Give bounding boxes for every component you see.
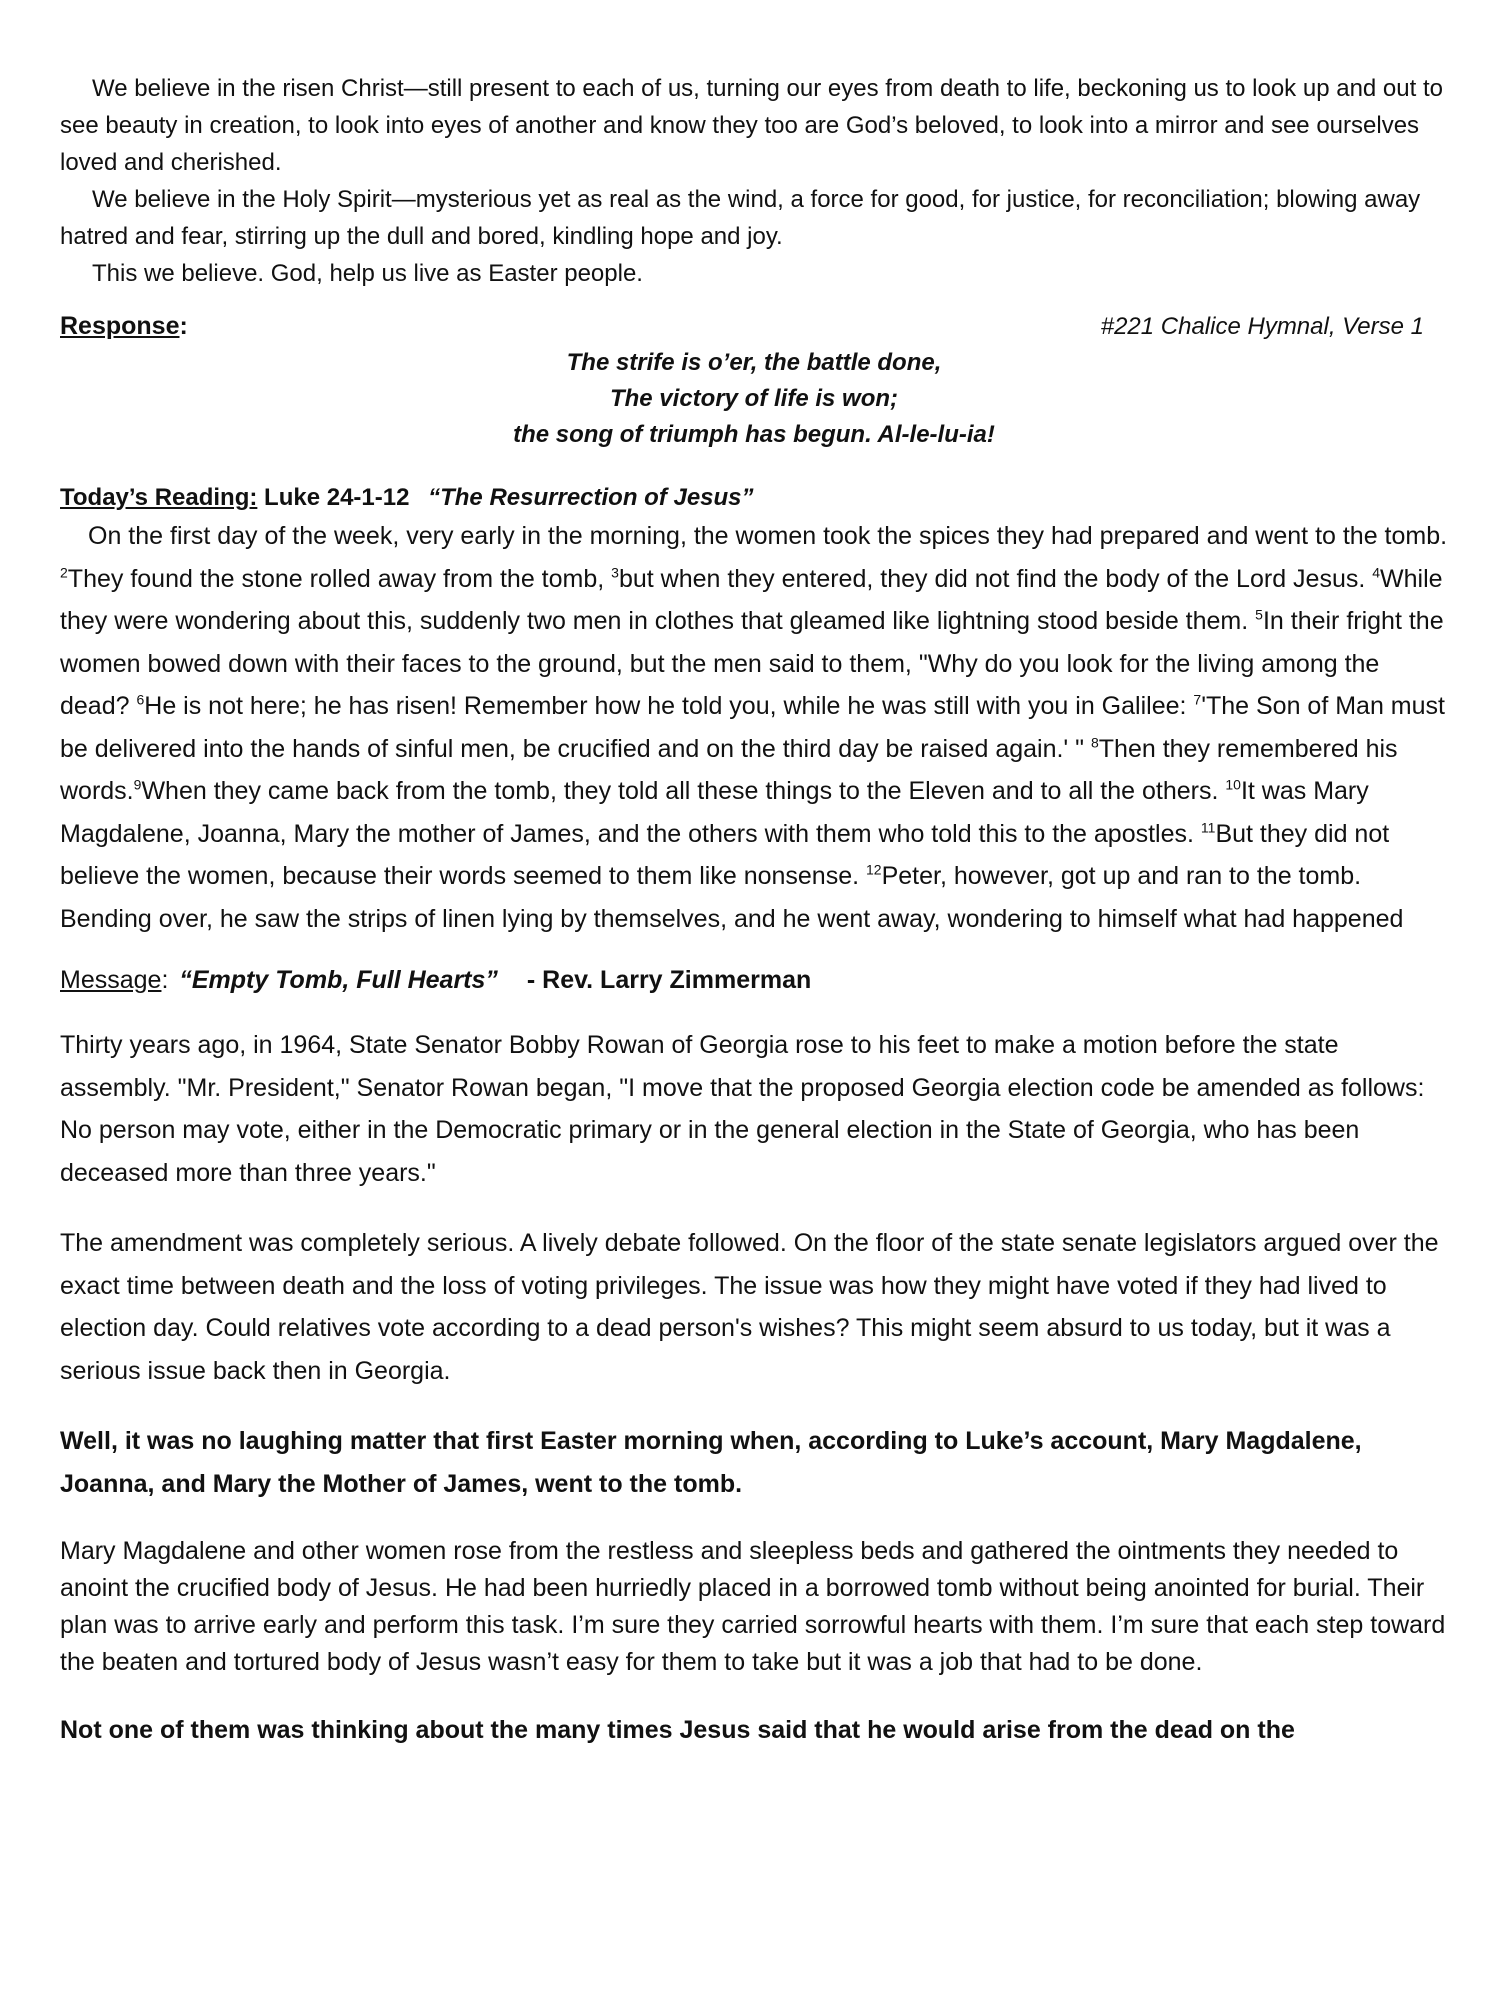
message-paragraph: Thirty years ago, in 1964, State Senator Bobby Rowan of Georgia rose to his feet to make a motion before the state assembly. "Mr. President," Senator Rowan began, "I move that the proposed Georgia election code be amended as follows: No person may vote, either in the Democratic primary or in the general election in the State of Georgia, who has been deceased more than three years." [60,1031,1425,1187]
verse-number: 12 [866,861,882,878]
verse-number: 7 [1193,691,1202,708]
hymn-line: The strife is o’er, the battle done, [566,349,942,376]
message-paragraph: The amendment was completely serious. A lively debate followed. On the floor of the state senate legislators argued over the exact time between death and the loss of voting privileges. The issue was how they might have voted if they had lived to election day. Could relatives vote according to a dead person's wishes? This might seem absurd to us today, but it was a serious issue back then in Georgia. [60,1229,1439,1385]
verse-text: He is not here; he has risen! Remember how he told you, while he was still with you in Galilee: [144,692,1194,720]
verse-text: But they did not believe the women, because their words seemed to them like nonsense. [60,819,1390,890]
reading-title: “The Resurrection of Jesus” [428,484,754,511]
creed-paragraph-christ: We believe in the risen Christ—still present to each of us, turning our eyes from death to life, beckoning us to look up and out to see beauty in creation, to look into eyes of another and know they too are God’s beloved, to look into a mirror and see ourselves loved and cherished. [60,75,1443,176]
verse-text: 'The Son of Man must be delivered into the hands of sinful men, be crucified and on the third day be raised again.' " [60,692,1445,763]
message-colon: : [161,966,169,994]
verse-text: On the first day of the week, very early in the morning, the women took the spices they had prepared and went to the tomb. [88,522,1448,550]
hymn-reference: #221 Chalice Hymnal, Verse 1 [1100,313,1424,340]
reading-header [60,481,1448,515]
response-header [60,308,1448,345]
verse-text: While they were wondering about this, suddenly two men in clothes that gleamed like lightning stood beside them. [60,564,1443,635]
scripture-passage [60,515,1448,940]
verse-text: but when they entered, they did not find the body of the Lord Jesus. [618,564,1373,593]
reading-label: Today’s Reading: [60,484,258,511]
creed-paragraph-closing: This we believe. God, help us live as Easter people. [92,260,643,287]
response-colon: : [179,312,188,340]
verse-text: When they came back from the tomb, they told all these things to the Eleven and to all the others. [141,777,1226,805]
hymn-line: the song of triumph has begun. Al-le-lu-ia! [513,421,995,448]
message-author: - Rev. Larry Zimmerman [526,966,812,994]
creed-paragraph-spirit: We believe in the Holy Spirit—mysterious yet as real as the wind, a force for good, for justice, for reconciliation; blowing away hatred and fear, stirring up the dull and bored, kindling hope and joy. [60,186,1421,250]
hymn-verse [60,345,1448,453]
verse-number: 10 [1225,776,1241,793]
verse-text: In their fright the women bowed down with their faces to the ground, but the men said to them, "Why do you look for the living among the dead? [60,607,1444,720]
verse-text: Peter, however, got up and ran to the tomb. Bending over, he saw the strips of linen lying by themselves, and he went away, wondering to himself what had happened [60,862,1404,933]
message-paragraph-emphasis: Well, it was no laughing matter that first Easter morning when, according to Luke’s account, Mary Magdalene, Joanna, and Mary the Mother of James, went to the tomb. [60,1427,1362,1498]
reading-citation: Luke 24-1-12 [264,484,410,511]
verse-text: It was Mary Magdalene, Joanna, Mary the mother of James, and the others with them who told this to the apostles. [60,777,1369,848]
verse-number: 4 [1372,564,1381,581]
verse-number: 9 [133,776,142,793]
verse-text: Then they remembered his words. [60,734,1398,805]
hymn-line: The victory of life is won; [609,385,899,412]
verse-number: 5 [1255,606,1263,623]
message-title: “Empty Tomb, Full Hearts” [179,966,498,994]
verse-number: 8 [1090,734,1099,751]
verse-text: They found the stone rolled away from the tomb, [67,564,612,593]
document-page [60,70,1448,1752]
message-header [60,960,1448,1000]
message-paragraph-emphasis: Not one of them was thinking about the many times Jesus said that he would arise from the dead on the [60,1716,1295,1744]
verse-number: 6 [136,691,145,708]
creed-section [60,70,1448,292]
message-label: Message [60,966,162,994]
response-label: Response [60,312,180,340]
message-paragraph: Mary Magdalene and other women rose from the restless and sleepless beds and gathered the ointments they needed to anoint the crucified body of Jesus. He had been hurriedly placed in a borrowed tomb without being anointed for burial. Their plan was to arrive early and perform this task. I’m sure they carried sorrowful hearts with them. I’m sure that each step toward the beaten and tortured body of Jesus wasn’t easy for them to take but it was a job that had to be done. [60,1537,1446,1676]
verse-number: 11 [1200,819,1216,836]
verse-number: 3 [611,564,619,581]
verse-number: 2 [60,564,68,581]
response-label-group [60,308,188,345]
